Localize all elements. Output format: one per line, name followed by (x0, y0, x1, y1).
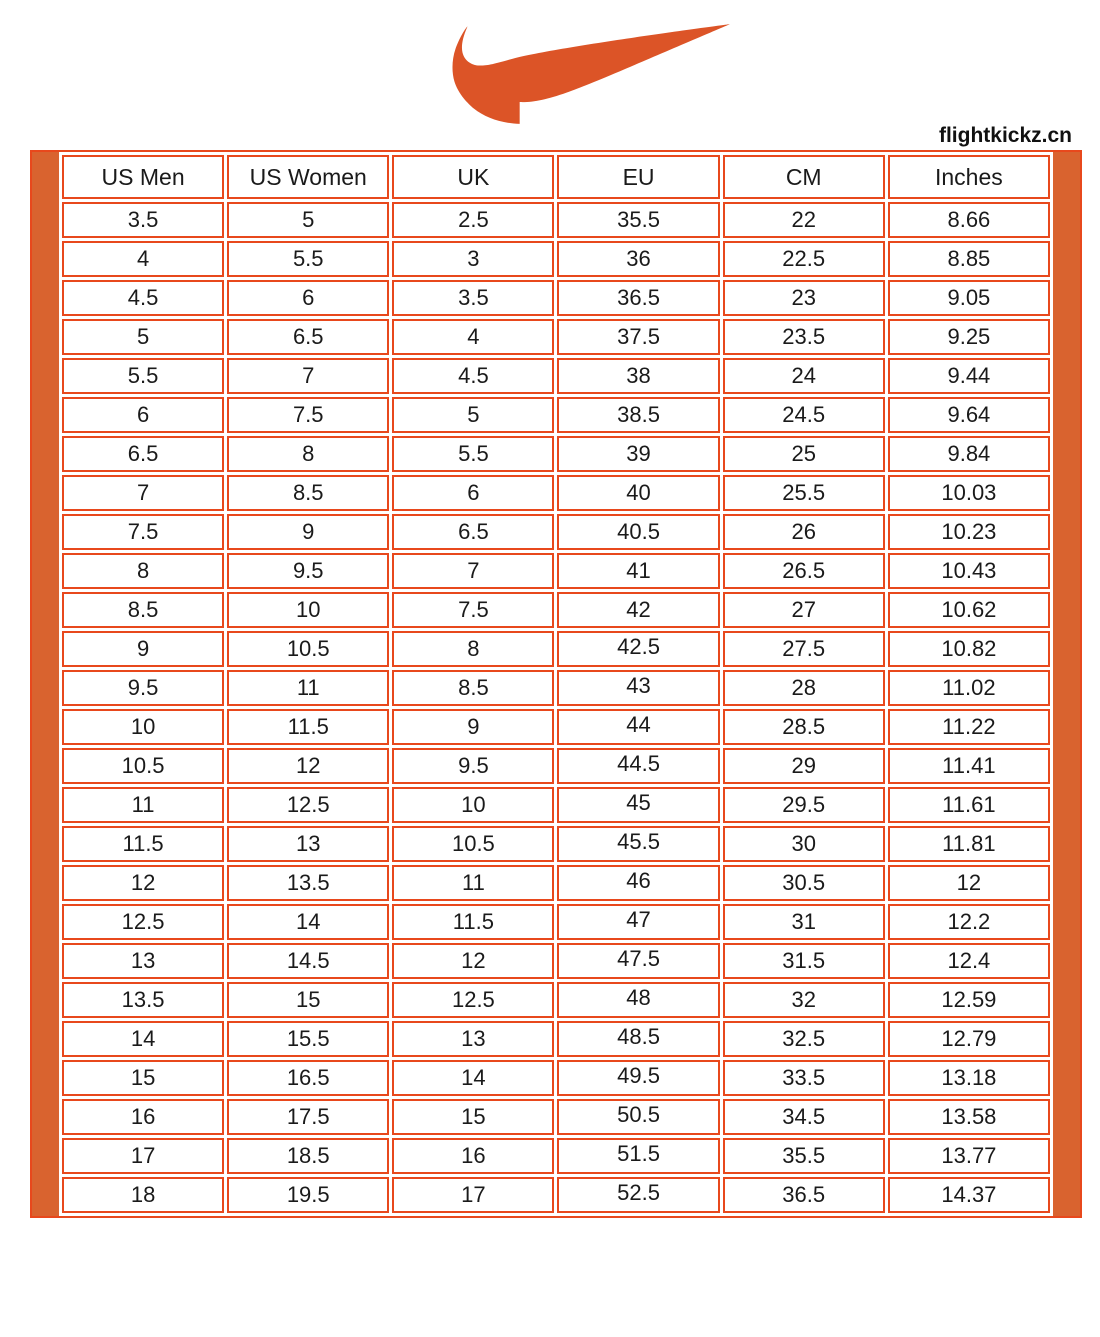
cell: 39 (557, 436, 719, 472)
cell: 13.5 (62, 982, 224, 1018)
cell: 31.5 (723, 943, 885, 979)
cell: 12.4 (888, 943, 1050, 979)
masthead (0, 0, 1100, 150)
cell: 43 (557, 670, 719, 706)
column-header: Inches (888, 155, 1050, 199)
table-row (62, 709, 1050, 745)
cell: 18.5 (227, 1138, 389, 1174)
cell: 23 (723, 280, 885, 316)
cell: 3 (392, 241, 554, 277)
size-chart (30, 150, 1082, 1218)
cell: 29 (723, 748, 885, 784)
table-row (62, 280, 1050, 316)
cell: 9 (62, 631, 224, 667)
site-name: flightkickz.cn (938, 124, 1072, 147)
table-row (62, 241, 1050, 277)
table-row (62, 319, 1050, 355)
cell: 11 (227, 670, 389, 706)
cell: 8.5 (227, 475, 389, 511)
left-accent-bar (32, 152, 59, 1216)
cell: 9.64 (888, 397, 1050, 433)
cell: 4.5 (392, 358, 554, 394)
cell: 10.62 (888, 592, 1050, 628)
table-row (62, 553, 1050, 589)
cell: 13.77 (888, 1138, 1050, 1174)
cell: 7 (227, 358, 389, 394)
cell: 50.5 (557, 1099, 719, 1135)
cell: 12.79 (888, 1021, 1050, 1057)
cell: 11 (62, 787, 224, 823)
table-row (62, 748, 1050, 784)
cell: 40 (557, 475, 719, 511)
cell: 24.5 (723, 397, 885, 433)
cell: 30 (723, 826, 885, 862)
cell: 13.18 (888, 1060, 1050, 1096)
cell: 3.5 (392, 280, 554, 316)
cell: 4.5 (62, 280, 224, 316)
cell: 41 (557, 553, 719, 589)
cell: 6 (392, 475, 554, 511)
cell: 4 (392, 319, 554, 355)
column-header: UK (392, 155, 554, 199)
cell: 27.5 (723, 631, 885, 667)
cell: 5.5 (227, 241, 389, 277)
cell: 26 (723, 514, 885, 550)
cell: 7.5 (392, 592, 554, 628)
cell: 10 (227, 592, 389, 628)
cell: 9 (227, 514, 389, 550)
cell: 36.5 (723, 1177, 885, 1213)
cell: 13 (392, 1021, 554, 1057)
cell: 12 (62, 865, 224, 901)
cell: 16.5 (227, 1060, 389, 1096)
cell: 5.5 (62, 358, 224, 394)
table-row (62, 1099, 1050, 1135)
cell: 35.5 (557, 202, 719, 238)
cell: 9.5 (62, 670, 224, 706)
column-header: EU (557, 155, 719, 199)
table-row (62, 1177, 1050, 1213)
table-row (62, 397, 1050, 433)
cell: 34.5 (723, 1099, 885, 1135)
cell: 8.5 (62, 592, 224, 628)
cell: 38 (557, 358, 719, 394)
cell: 12.5 (62, 904, 224, 940)
table-row (62, 202, 1050, 238)
cell: 7.5 (62, 514, 224, 550)
table-row (62, 436, 1050, 472)
cell: 11.81 (888, 826, 1050, 862)
cell: 28.5 (723, 709, 885, 745)
cell: 8 (227, 436, 389, 472)
cell: 15 (227, 982, 389, 1018)
cell: 46 (557, 865, 719, 901)
table-row (62, 943, 1050, 979)
cell: 13 (227, 826, 389, 862)
table-row (62, 358, 1050, 394)
cell: 10.43 (888, 553, 1050, 589)
cell: 2.5 (392, 202, 554, 238)
cell: 28 (723, 670, 885, 706)
cell: 27 (723, 592, 885, 628)
cell: 10.5 (227, 631, 389, 667)
table-row (62, 982, 1050, 1018)
column-header: US Men (62, 155, 224, 199)
cell: 5 (227, 202, 389, 238)
cell: 14.37 (888, 1177, 1050, 1213)
cell: 15 (392, 1099, 554, 1135)
cell: 11.02 (888, 670, 1050, 706)
cell: 16 (392, 1138, 554, 1174)
cell: 15.5 (227, 1021, 389, 1057)
cell: 31 (723, 904, 885, 940)
table-row (62, 1138, 1050, 1174)
table-row (62, 1060, 1050, 1096)
cell: 11.5 (227, 709, 389, 745)
cell: 47 (557, 904, 719, 940)
cell: 7.5 (227, 397, 389, 433)
cell: 48 (557, 982, 719, 1018)
cell: 6 (227, 280, 389, 316)
cell: 14.5 (227, 943, 389, 979)
cell: 13 (62, 943, 224, 979)
cell: 14 (62, 1021, 224, 1057)
cell: 14 (392, 1060, 554, 1096)
cell: 19.5 (227, 1177, 389, 1213)
cell: 17 (392, 1177, 554, 1213)
cell: 9.05 (888, 280, 1050, 316)
cell: 44 (557, 709, 719, 745)
cell: 12.2 (888, 904, 1050, 940)
cell: 22 (723, 202, 885, 238)
column-header: US Women (227, 155, 389, 199)
cell: 12.5 (227, 787, 389, 823)
cell: 8 (392, 631, 554, 667)
cell: 12 (227, 748, 389, 784)
cell: 10.03 (888, 475, 1050, 511)
table-row (62, 592, 1050, 628)
cell: 11.22 (888, 709, 1050, 745)
table-body (62, 202, 1050, 1213)
cell: 9.44 (888, 358, 1050, 394)
cell: 8.66 (888, 202, 1050, 238)
cell: 24 (723, 358, 885, 394)
cell: 12.59 (888, 982, 1050, 1018)
cell: 15 (62, 1060, 224, 1096)
cell: 7 (62, 475, 224, 511)
cell: 5 (62, 319, 224, 355)
table-row (62, 1021, 1050, 1057)
cell: 12 (888, 865, 1050, 901)
cell: 26.5 (723, 553, 885, 589)
table-row (62, 826, 1050, 862)
cell: 10.5 (62, 748, 224, 784)
cell: 52.5 (557, 1177, 719, 1213)
table-row (62, 865, 1050, 901)
cell: 8.5 (392, 670, 554, 706)
cell: 40.5 (557, 514, 719, 550)
cell: 3.5 (62, 202, 224, 238)
nike-swoosh-icon (450, 24, 730, 124)
cell: 6.5 (392, 514, 554, 550)
cell: 32 (723, 982, 885, 1018)
cell: 10.82 (888, 631, 1050, 667)
cell: 30.5 (723, 865, 885, 901)
cell: 49.5 (557, 1060, 719, 1096)
cell: 8.85 (888, 241, 1050, 277)
table-row (62, 904, 1050, 940)
cell: 5.5 (392, 436, 554, 472)
cell: 7 (392, 553, 554, 589)
cell: 36.5 (557, 280, 719, 316)
cell: 38.5 (557, 397, 719, 433)
cell: 9 (392, 709, 554, 745)
cell: 35.5 (723, 1138, 885, 1174)
cell: 36 (557, 241, 719, 277)
cell: 9.5 (392, 748, 554, 784)
cell: 11.41 (888, 748, 1050, 784)
cell: 14 (227, 904, 389, 940)
cell: 10 (392, 787, 554, 823)
table-row (62, 631, 1050, 667)
column-header: CM (723, 155, 885, 199)
cell: 12 (392, 943, 554, 979)
right-accent-bar (1053, 152, 1080, 1216)
cell: 17 (62, 1138, 224, 1174)
header-row (62, 155, 1050, 199)
cell: 22.5 (723, 241, 885, 277)
cell: 32.5 (723, 1021, 885, 1057)
table-row (62, 670, 1050, 706)
cell: 16 (62, 1099, 224, 1135)
cell: 5 (392, 397, 554, 433)
cell: 8 (62, 553, 224, 589)
table-head (62, 155, 1050, 199)
cell: 48.5 (557, 1021, 719, 1057)
cell: 17.5 (227, 1099, 389, 1135)
cell: 45.5 (557, 826, 719, 862)
cell: 10.23 (888, 514, 1050, 550)
cell: 11 (392, 865, 554, 901)
cell: 18 (62, 1177, 224, 1213)
cell: 6 (62, 397, 224, 433)
cell: 25.5 (723, 475, 885, 511)
cell: 42 (557, 592, 719, 628)
table-row (62, 475, 1050, 511)
cell: 45 (557, 787, 719, 823)
cell: 51.5 (557, 1138, 719, 1174)
cell: 9.5 (227, 553, 389, 589)
table-row (62, 787, 1050, 823)
cell: 12.5 (392, 982, 554, 1018)
cell: 9.84 (888, 436, 1050, 472)
cell: 37.5 (557, 319, 719, 355)
cell: 11.5 (392, 904, 554, 940)
cell: 4 (62, 241, 224, 277)
cell: 10.5 (392, 826, 554, 862)
cell: 47.5 (557, 943, 719, 979)
table-row (62, 514, 1050, 550)
cell: 23.5 (723, 319, 885, 355)
cell: 33.5 (723, 1060, 885, 1096)
cell: 6.5 (62, 436, 224, 472)
cell: 6.5 (227, 319, 389, 355)
cell: 10 (62, 709, 224, 745)
cell: 29.5 (723, 787, 885, 823)
cell: 44.5 (557, 748, 719, 784)
cell: 25 (723, 436, 885, 472)
cell: 42.5 (557, 631, 719, 667)
cell: 13.5 (227, 865, 389, 901)
cell: 11.5 (62, 826, 224, 862)
cell: 13.58 (888, 1099, 1050, 1135)
cell: 11.61 (888, 787, 1050, 823)
size-table (59, 152, 1053, 1216)
cell: 9.25 (888, 319, 1050, 355)
